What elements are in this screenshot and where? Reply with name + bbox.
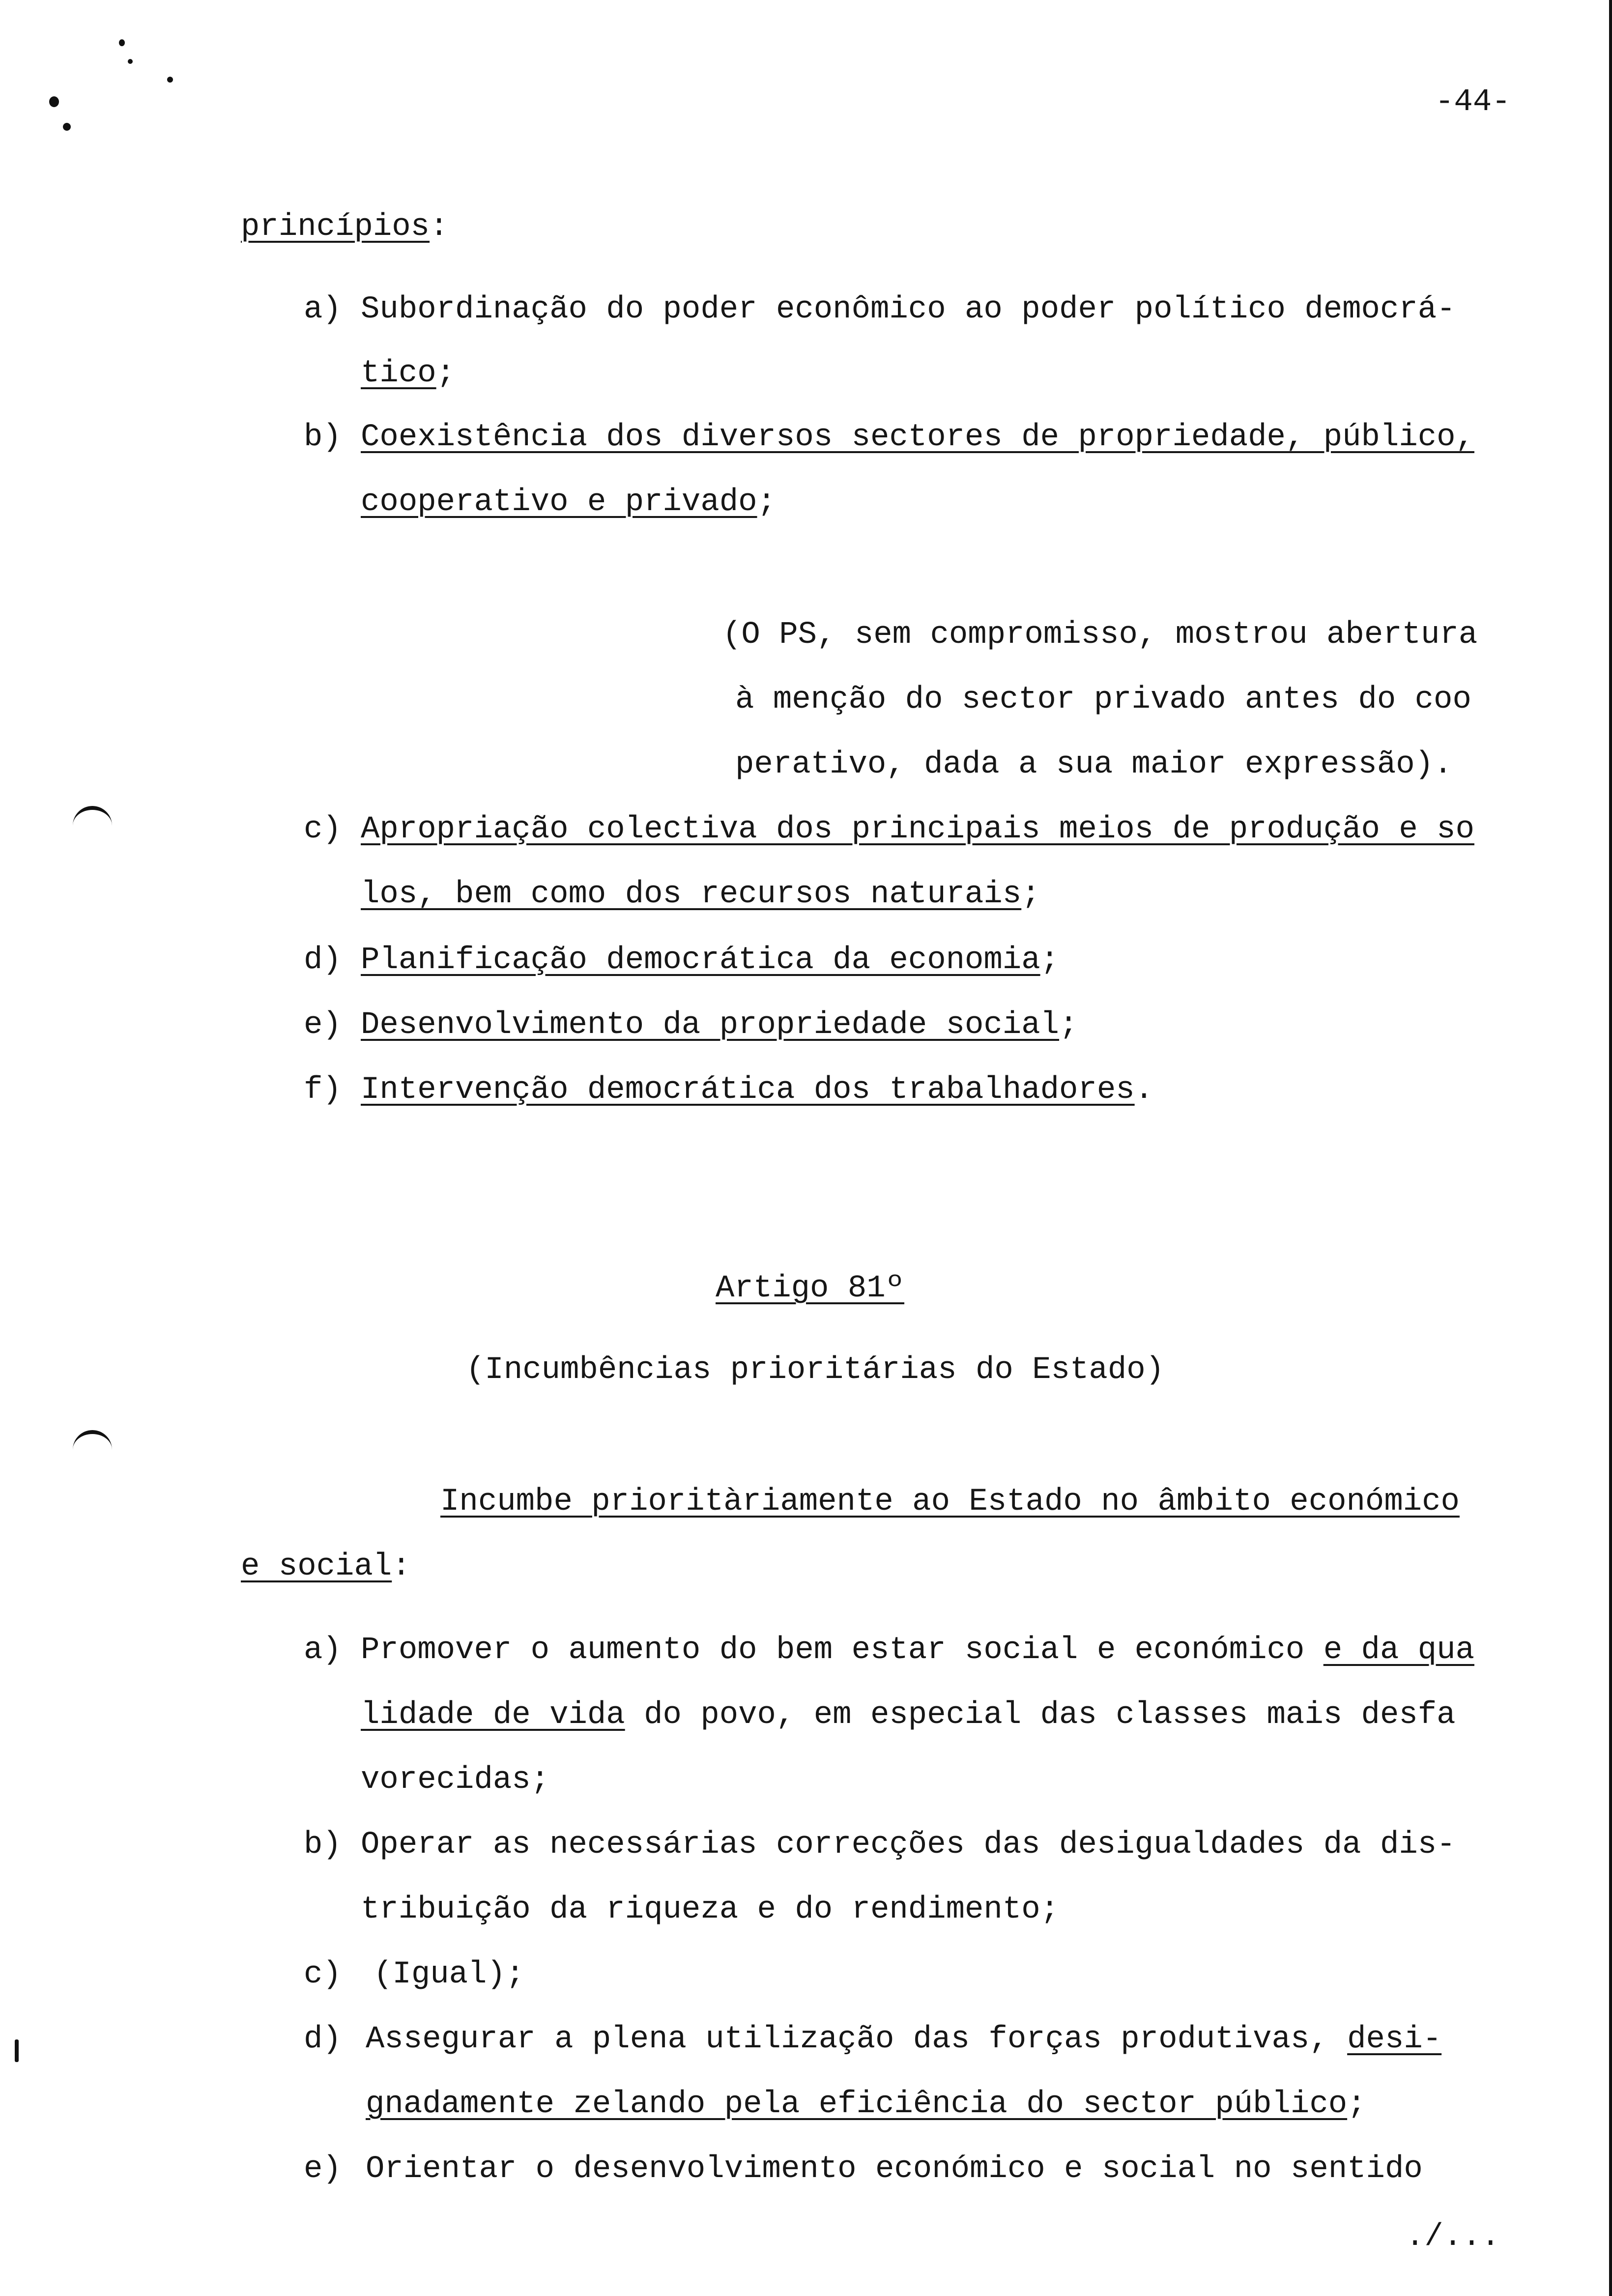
item-d-text: Planificação democrática da economia; — [361, 943, 1060, 978]
article-item-a-line1: Promover o aumento do bem estar social e económico e da qua — [361, 1633, 1474, 1668]
item-c-line1: Apropriação colectiva dos principais meios de produção e so — [361, 812, 1474, 847]
item-a-marker: a) — [304, 292, 342, 327]
page-edge — [1609, 0, 1612, 2296]
article-intro-line2: e social: — [241, 1549, 411, 1584]
article-item-e-marker: e) — [304, 2152, 342, 2187]
continuation-mark: ./... — [1406, 2219, 1500, 2255]
binder-hole-mark — [73, 1430, 112, 1464]
article-item-d-marker: d) — [304, 2022, 342, 2057]
article-item-b-line2: tribuição da riqueza e do rendimento; — [361, 1892, 1060, 1927]
article-item-b-marker: b) — [304, 1827, 342, 1863]
item-c-line2: los, bem como dos recursos naturais; — [361, 877, 1040, 912]
item-b-marker: b) — [304, 420, 342, 455]
item-a-line1: Subordinação do poder econômico ao poder político democrá- — [361, 292, 1456, 327]
article-title: Artigo 81º — [716, 1271, 905, 1306]
page-number: -44- — [1435, 85, 1511, 120]
article-item-a-line3: vorecidas; — [361, 1762, 550, 1798]
ink-mark — [15, 2039, 19, 2062]
ps-note-line1: (O PS, sem compromisso, mostrou abertura — [722, 617, 1478, 653]
ink-speck — [128, 59, 133, 64]
item-f-marker: f) — [304, 1072, 342, 1108]
item-e-text: Desenvolvimento da propriedade social; — [361, 1007, 1078, 1043]
item-e-marker: e) — [304, 1007, 342, 1043]
item-f-text: Intervenção democrática dos trabalhadores. — [361, 1072, 1154, 1108]
ps-note-line2: à menção do sector privado antes do coo — [735, 682, 1471, 718]
article-item-c-text: (Igual); — [374, 1957, 525, 1992]
principios-heading: princípios: — [241, 209, 449, 245]
ps-note-line3: perativo, dada a sua maior expressão). — [735, 747, 1453, 782]
article-item-a-marker: a) — [304, 1633, 342, 1668]
article-item-b-line1: Operar as necessárias correcções das desigualdades da dis- — [361, 1827, 1456, 1863]
article-item-d-line2: gnadamente zelando pela eficiência do sector público; — [366, 2087, 1366, 2122]
article-item-d-line1: Assegurar a plena utilização das forças produtivas, desi- — [366, 2022, 1442, 2057]
item-b-line2: cooperativo e privado; — [361, 485, 776, 520]
ink-speck — [167, 77, 173, 83]
item-d-marker: d) — [304, 943, 342, 978]
item-a-line2: tico; — [361, 356, 456, 391]
ink-speck — [119, 39, 125, 46]
binder-hole-mark — [73, 806, 112, 839]
article-item-e-line1: Orientar o desenvolvimento económico e social no sentido — [366, 2152, 1423, 2187]
article-item-a-line2: lidade de vida do povo, em especial das classes mais desfa — [361, 1697, 1456, 1733]
article-intro-line1: Incumbe prioritàriamente ao Estado no âmbito económico — [440, 1484, 1460, 1520]
article-subtitle: (Incumbências prioritárias do Estado) — [466, 1352, 1165, 1388]
item-b-line1: Coexistência dos diversos sectores de propriedade, público, — [361, 420, 1474, 455]
article-item-c-marker: c) — [304, 1957, 342, 1992]
ink-speck — [49, 96, 59, 107]
ink-speck — [63, 123, 71, 131]
item-c-marker: c) — [304, 812, 342, 847]
